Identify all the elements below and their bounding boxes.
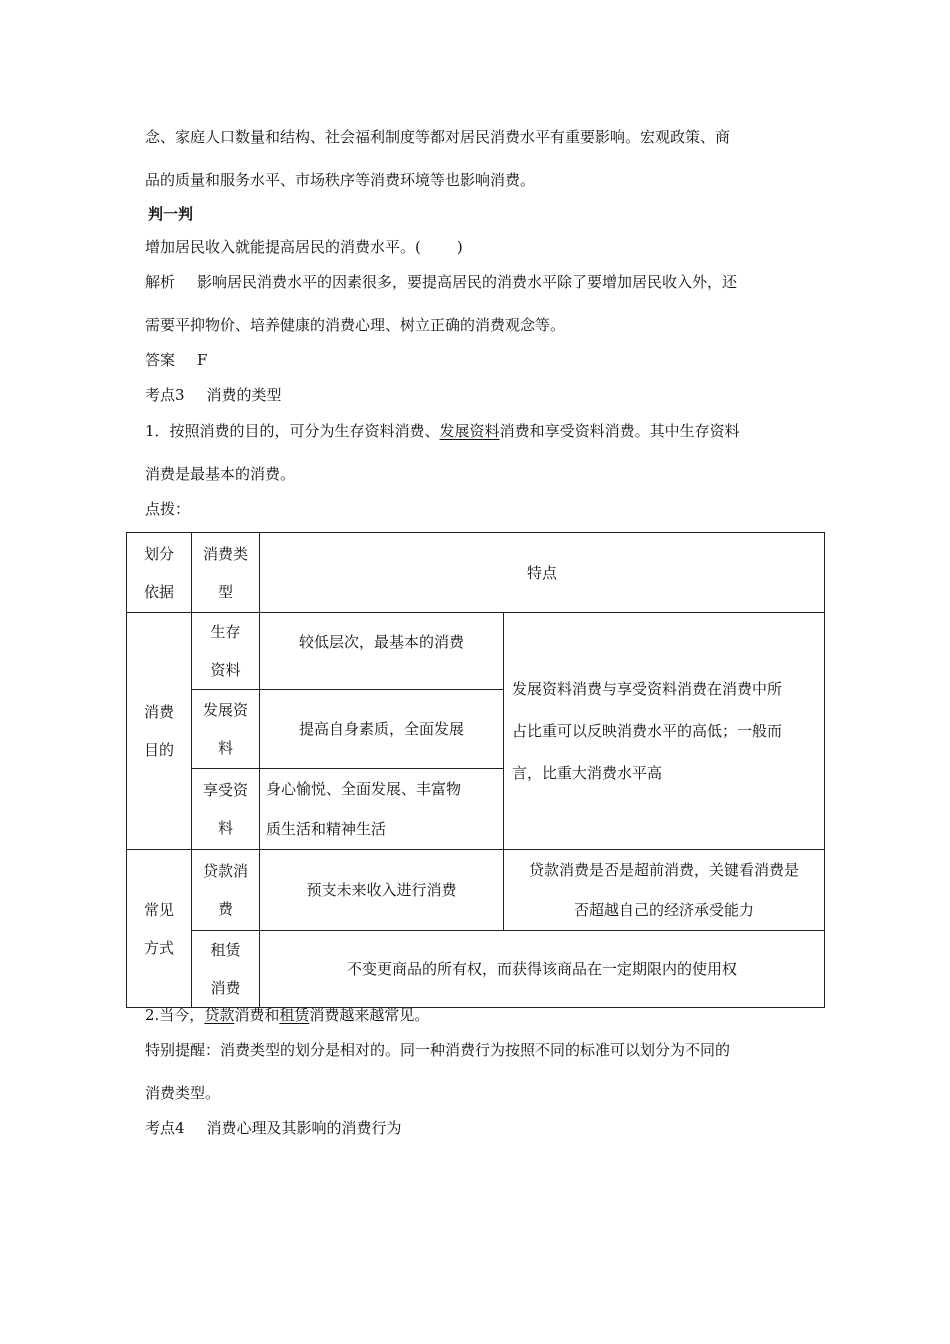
group-purpose: 消费 目的 — [127, 613, 192, 850]
purpose-note-cell: 发展资料消费与享受资料消费在消费中所 占比重可以反映消费水平的高低；一般而 言，比重大消费水平高 — [504, 613, 825, 850]
item1-blank-answer: 发展资料 — [439, 422, 500, 440]
table-row — [127, 931, 825, 1008]
header-basis: 划分 依据 — [127, 533, 192, 613]
answer-label: 答案 — [145, 351, 176, 369]
analysis-line-2: 需要平抑物价、培养健康的消费心理、树立正确的消费观念等。 — [145, 316, 566, 334]
table-row — [127, 613, 825, 690]
reminder-line: 特别提醒：消费类型的划分是相对的。同一种消费行为按照不同的标准可以划分为不同的 — [145, 1041, 731, 1059]
type-cell: 租赁 消费 — [192, 931, 260, 1008]
table-header-row — [127, 533, 825, 613]
group-common: 常见 方式 — [127, 850, 192, 1008]
item2-blank-answer-2: 租赁 — [279, 1006, 310, 1024]
header-type: 消费类 型 — [192, 533, 260, 613]
analysis-text: 影响居民消费水平的因素很多，要提高居民的消费水平除了要增加居民收入外，还 — [197, 273, 738, 291]
item2-suffix: 消费越来越常见。 — [309, 1006, 430, 1024]
item2-blank-answer-1: 贷款 — [204, 1006, 235, 1024]
judge-statement — [145, 237, 463, 257]
type-cell: 享受资 料 — [192, 769, 260, 850]
statement-text: 增加居民收入就能提高居民的消费水平。( — [145, 238, 421, 256]
feature-cell: 较低层次，最基本的消费 — [260, 613, 504, 690]
paragraph-line: 念、家庭人口数量和结构、社会福利制度等都对居民消费水平有重要影响。宏观政策、商 — [145, 128, 731, 146]
type-cell: 发展资 料 — [192, 690, 260, 769]
loan-note-cell: 贷款消费是否是超前消费，关键看消费是 否超越自己的经济承受能力 — [504, 850, 825, 931]
point3-title: 消费的类型 — [206, 386, 282, 404]
feature-cell: 身心愉悦、全面发展、丰富物 质生活和精神生活 — [260, 769, 504, 850]
item1-suffix: 消费和享受资料消费。其中生存资料 — [499, 422, 740, 440]
header-feature: 特点 — [260, 533, 825, 613]
analysis-line — [145, 272, 737, 292]
table-row — [127, 850, 825, 931]
type-cell: 贷款消 费 — [192, 850, 260, 931]
answer-line — [145, 350, 207, 370]
feature-cell: 不变更商品的所有权，而获得该商品在一定期限内的使用权 — [260, 931, 825, 1008]
judge-heading: 判一判 — [148, 205, 194, 223]
point4-heading — [145, 1118, 402, 1138]
point3-label: 考点3 — [145, 386, 185, 404]
answer-value: F — [197, 351, 208, 369]
feature-cell: 预支未来收入进行消费 — [260, 850, 504, 931]
consumption-types-table — [126, 532, 825, 1008]
statement-end: ) — [456, 238, 463, 256]
tip-label: 点拨： — [145, 500, 191, 518]
point3-heading — [145, 385, 282, 405]
point4-label: 考点4 — [145, 1119, 185, 1137]
analysis-label: 解析 — [145, 273, 176, 291]
paragraph-line: 品的质量和服务水平、市场秩序等消费环境等也影响消费。 — [145, 171, 536, 189]
type-cell: 生存 资料 — [192, 613, 260, 690]
point4-title: 消费心理及其影响的消费行为 — [206, 1119, 402, 1137]
item1-prefix: 1．按照消费的目的，可分为生存资料消费、 — [145, 422, 440, 440]
item2-mid: 消费和 — [234, 1006, 280, 1024]
item2-line — [145, 1005, 429, 1025]
feature-cell: 提高自身素质，全面发展 — [260, 690, 504, 769]
reminder-line-2: 消费类型。 — [145, 1084, 221, 1102]
item1-line-2: 消费是最基本的消费。 — [145, 465, 296, 483]
item2-prefix: 2.当今， — [145, 1006, 205, 1024]
item1-line — [145, 421, 740, 441]
